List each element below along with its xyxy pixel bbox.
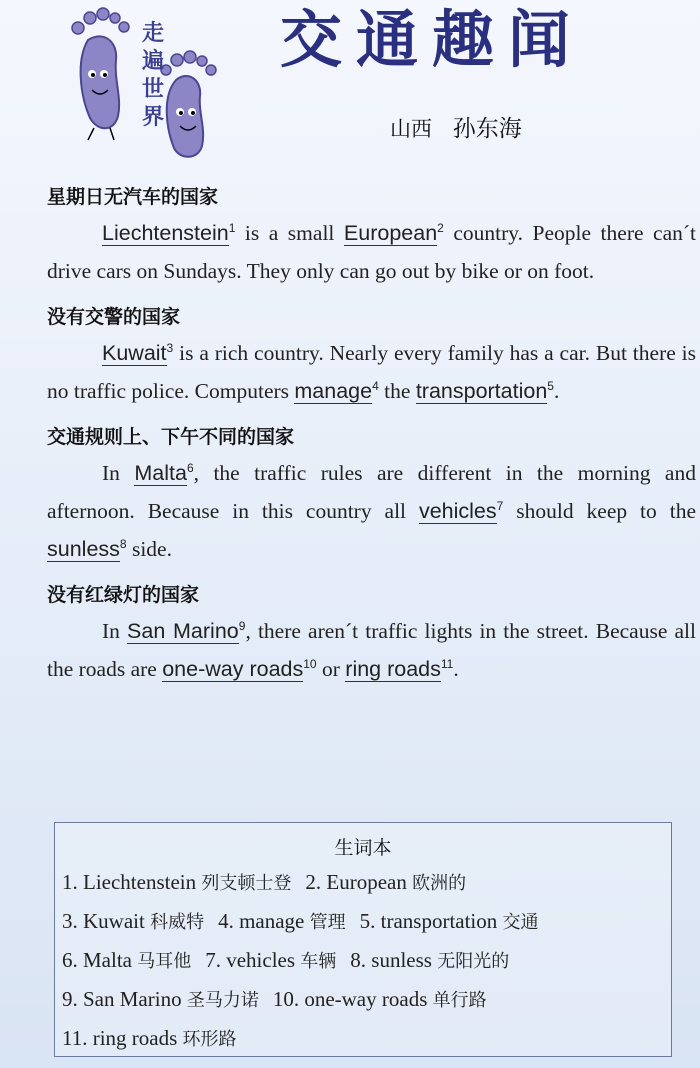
- author-name: 孙东海: [452, 116, 522, 142]
- vocab-entry-en: 5. transportation: [359, 909, 498, 933]
- vocab-entry-zh: 列支顿士登: [201, 873, 292, 894]
- footnote-number: 8: [119, 537, 127, 551]
- vocab-entry-en: 10. one-way roads: [272, 987, 428, 1011]
- logo-char: 走: [142, 21, 165, 46]
- vocab-line: [62, 986, 487, 1012]
- vocab-entry-zh: 管理: [309, 912, 346, 933]
- text-run: should keep to the: [503, 499, 696, 523]
- text-run: .: [453, 657, 459, 681]
- vocab-word: one-way roads: [162, 657, 304, 681]
- vocab-entry-en: 11. ring roads: [62, 1026, 178, 1050]
- text-run: side.: [126, 537, 172, 561]
- text-run: or: [316, 657, 346, 681]
- vocab-word: Kuwait: [102, 341, 167, 365]
- page-title: 交通趣闻: [280, 3, 585, 76]
- header: [0, 0, 700, 165]
- vocab-entry-en: 6. Malta: [62, 948, 132, 972]
- vocab-entry-zh: 车辆: [300, 951, 337, 972]
- text-run: country. People there can´t drive cars on Sundays. They only can go out by bike or on foot.: [47, 221, 696, 283]
- vocab-word: sunless: [47, 537, 120, 561]
- vocab-entry-zh: 无阳光的: [437, 951, 510, 972]
- vocab-entry-en: 7. vehicles: [205, 948, 296, 972]
- section-heading: 没有红绿灯的国家: [47, 584, 200, 606]
- vocab-word: transportation: [415, 379, 548, 403]
- vocab-word: ring roads: [345, 657, 441, 681]
- vocab-entry-en: 3. Kuwait: [62, 909, 145, 933]
- right-foot-icon: [167, 76, 203, 157]
- section-paragraph: [47, 454, 696, 568]
- vocab-entry-en: 4. manage: [218, 909, 305, 933]
- vocab-word: Liechtenstein: [102, 221, 229, 245]
- left-foot-icon: [81, 36, 120, 128]
- footnote-number: 6: [186, 461, 194, 475]
- footnote-number: 11: [440, 657, 454, 671]
- logo-char: 世: [142, 77, 165, 102]
- vocab-entry-zh: 科威特: [150, 912, 205, 933]
- vocab-word: vehicles: [418, 499, 497, 523]
- vocab-entry-en: 1. Liechtenstein: [62, 870, 197, 894]
- vocab-entry-zh: 交通: [502, 912, 539, 933]
- vocab-word: Malta: [134, 461, 187, 485]
- vocab-line: [62, 1025, 237, 1051]
- footnote-number: 1: [228, 221, 236, 235]
- vocab-word: European: [343, 221, 438, 245]
- footnote-number: 5: [547, 379, 554, 393]
- footnote-number: 4: [372, 379, 379, 393]
- vocab-entry-zh: 马耳他: [137, 951, 192, 972]
- section-paragraph: [47, 334, 696, 410]
- text-run: , the traffic rules are different in the morning and afternoon. Because in this country all: [47, 461, 696, 523]
- vocab-line: [62, 947, 509, 973]
- footnote-number: 2: [437, 221, 444, 235]
- text-run: In: [102, 461, 135, 485]
- footnote-number: 10: [303, 657, 317, 671]
- section-heading: 星期日无汽车的国家: [47, 186, 219, 208]
- text-run: is a rich country. Nearly every family has a car. But there is no traffic police. Computers: [47, 341, 696, 403]
- text-run: , there aren´t traffic lights in the street. Because all the roads are: [47, 619, 696, 681]
- author-region: 山西: [390, 117, 432, 141]
- vocab-entry-en: 2. European: [305, 870, 407, 894]
- text-run: the: [378, 379, 416, 403]
- walk-the-world-logo: [58, 0, 233, 165]
- text-run: In: [102, 619, 128, 643]
- footnote-number: 3: [166, 341, 174, 355]
- vocab-entry-zh: 环形路: [182, 1029, 237, 1050]
- section-heading: 没有交警的国家: [47, 306, 181, 328]
- vocabulary-box: [54, 822, 672, 1057]
- section-paragraph: [47, 612, 696, 688]
- vocab-entry-zh: 欧洲的: [412, 873, 467, 894]
- text-run: is a small: [235, 221, 344, 245]
- vocab-line: [62, 908, 539, 934]
- footnote-number: 9: [238, 619, 246, 633]
- vocab-entry-en: 9. San Marino: [62, 987, 182, 1011]
- text-run: .: [553, 379, 560, 403]
- logo-char: 遍: [142, 49, 165, 74]
- vocab-entry-zh: 单行路: [432, 990, 487, 1011]
- byline: [390, 110, 522, 143]
- footnote-number: 7: [496, 499, 504, 513]
- article-body: [47, 180, 696, 698]
- section-heading: 交通规则上、下午不同的国家: [47, 426, 295, 448]
- section-paragraph: [47, 214, 696, 290]
- vocab-word: manage: [294, 379, 373, 403]
- vocab-entry-zh: 圣马力诺: [186, 990, 259, 1011]
- vocab-word: San Marino: [127, 619, 239, 643]
- vocab-entry-en: 8. sunless: [350, 948, 432, 972]
- vocabulary-title: 生词本: [334, 837, 392, 859]
- vocab-line: [62, 869, 466, 895]
- logo-char: 界: [142, 105, 165, 130]
